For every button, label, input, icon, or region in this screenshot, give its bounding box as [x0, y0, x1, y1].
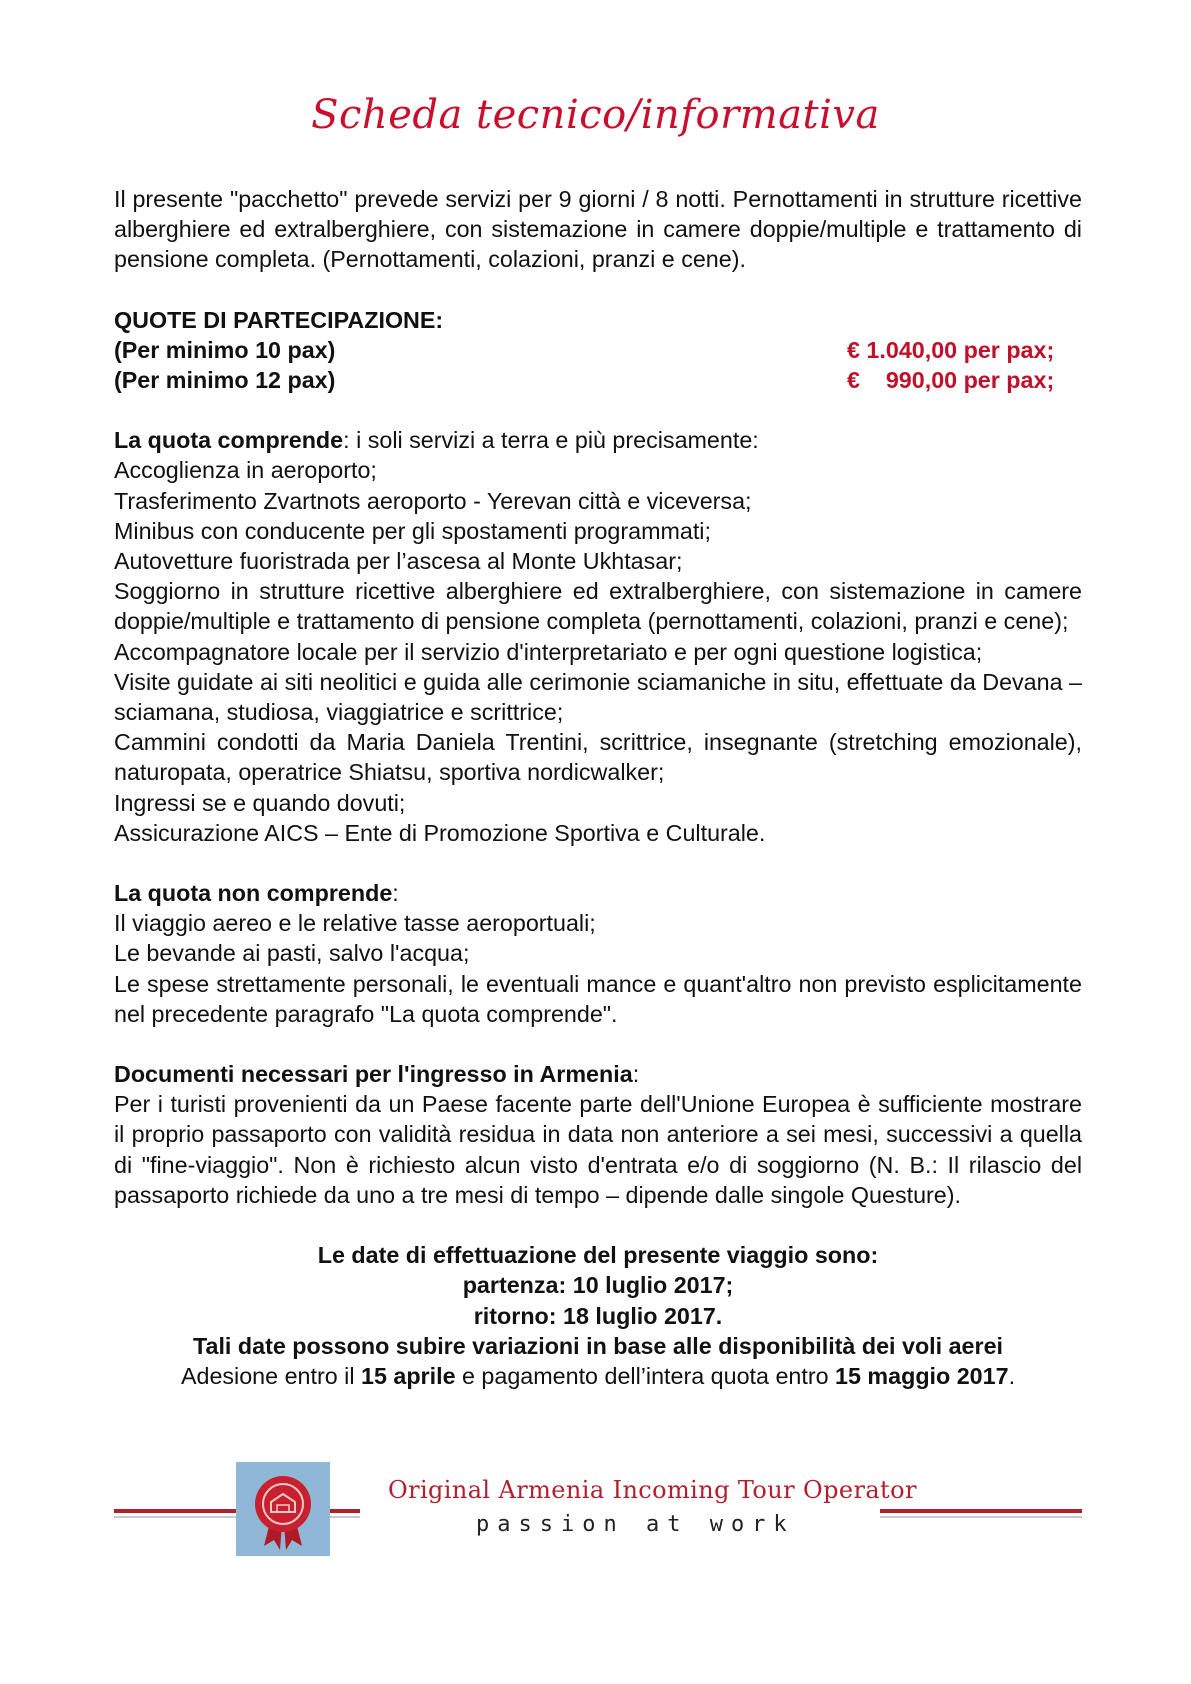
dates-block	[114, 1240, 1082, 1391]
excludes-heading-line	[114, 878, 1082, 908]
includes-subtitle: : i soli servizi a terra e più precisamente:	[343, 427, 759, 454]
quote-label: (Per minimo 10 pax)	[114, 336, 336, 363]
brand-tagline: passion at work	[476, 1512, 795, 1537]
footer-divider-left-shadow	[114, 1516, 238, 1518]
list-item: Il viaggio aereo e le relative tasse aeroportuali;	[114, 910, 596, 937]
brand-name: Original Armenia Incoming Tour Operator	[388, 1476, 917, 1504]
page-title: Scheda tecnico/informativa	[311, 92, 880, 138]
documents-paragraph: Per i turisti provenienti da un Paese facente parte dell'Unione Europea è sufficiente mostrare il proprio passaporto con validità residua in data non anteriore a sei mesi, successivi a quella di "fine-viaggio". Non è richiesto alcun visto d'entrata e/o di soggiorno (N. B.: Il rilascio del passaporto richiede da uno a tre mesi di tempo – dipende dalle singole Questure).	[114, 1091, 1082, 1208]
documents-heading: Documenti necessari per l'ingresso in Armenia	[114, 1061, 633, 1088]
return-date: ritorno: 18 luglio 2017.	[473, 1302, 723, 1329]
footer-divider-mid	[330, 1509, 360, 1513]
intro-paragraph: Il presente "pacchetto" prevede servizi per 9 giorni / 8 notti. Pernottamenti in strutture ricettive alberghiere ed extralberghiere, con sistemazione in camere doppie/multiple e trattamento di pensione completa. (Pernottamenti, colazioni, pranzi e cene).	[114, 186, 1082, 273]
list-item: Trasferimento Zvartnots aeroporto - Yerevan città e viceversa;	[114, 487, 752, 514]
dates-note: Tali date possono subire variazioni in base alle disponibilità dei voli aerei	[193, 1332, 1003, 1359]
excludes-colon: :	[392, 880, 399, 907]
documents-heading-line	[114, 1059, 1082, 1089]
company-logo	[236, 1462, 330, 1556]
footer-divider-right-shadow	[880, 1516, 1082, 1518]
list-item: Accompagnatore locale per il servizio d'interpretariato e per ogni questione logistica;	[114, 638, 983, 665]
list-item: Minibus con conducente per gli spostamenti programmati;	[114, 517, 711, 544]
quote-row	[114, 365, 1082, 395]
quote-label: (Per minimo 12 pax)	[114, 367, 336, 394]
quote-amount: € 1.040,00 per pax;	[847, 336, 1055, 363]
footer-divider-right	[880, 1509, 1082, 1513]
list-item: Le spese strettamente personali, le eventuali mance e quant'altro non previsto esplicitamente nel precedente paragrafo "La quota comprende".	[114, 970, 1082, 1027]
list-item: Autovetture fuoristrada per l’ascesa al Monte Ukhtasar;	[114, 548, 683, 575]
wax-seal-icon	[236, 1462, 330, 1556]
quotes-heading: QUOTE DI PARTECIPAZIONE:	[114, 306, 444, 333]
footer-divider-left	[114, 1509, 238, 1513]
dates-line: Le date di effettuazione del presente viaggio sono:	[317, 1242, 879, 1269]
excludes-heading: La quota non comprende	[114, 880, 393, 907]
payment-date: 15 maggio 2017	[835, 1362, 1009, 1389]
adhesion-text: .	[1008, 1362, 1016, 1389]
list-item: Soggiorno in strutture ricettive alberghiere ed extralberghiere, con sistemazione in camere doppie/multiple e trattamento di pensione completa (pernottamenti, colazioni, pranzi e cene);	[114, 578, 1082, 635]
list-item: Le bevande ai pasti, salvo l'acqua;	[114, 940, 470, 967]
includes-heading: La quota comprende	[114, 427, 344, 454]
list-item: Visite guidate ai siti neolitici e guida alle cerimonie sciamaniche in situ, effettuate da Devana – sciamana, studiosa, viaggiatrice e scrittrice;	[114, 668, 1082, 726]
quote-amount: € 990,00 per pax;	[847, 367, 1055, 394]
list-item: Accoglienza in aeroporto;	[114, 457, 377, 484]
adhesion-line	[114, 1361, 1082, 1391]
list-item: Cammini condotti da Maria Daniela Trentini, scrittrice, insegnante (stretching emozionale), naturopata, operatrice Shiatsu, sportiva nordicwalker;	[114, 729, 1082, 786]
includes-heading-line	[114, 425, 1082, 455]
quote-row	[114, 335, 1082, 365]
adhesion-text: Adesione entro il	[180, 1362, 361, 1389]
documents-colon: :	[632, 1061, 640, 1088]
departure-date: partenza: 10 luglio 2017;	[462, 1272, 734, 1299]
adhesion-date: 15 aprile	[360, 1362, 456, 1389]
list-item: Ingressi se e quando dovuti;	[114, 789, 406, 816]
adhesion-text: e pagamento dell’intera quota entro	[455, 1362, 836, 1389]
list-item: Assicurazione AICS – Ente di Promozione Sportiva e Culturale.	[114, 819, 766, 846]
footer-divider-mid-shadow	[330, 1516, 360, 1518]
document-body	[114, 184, 1082, 1391]
